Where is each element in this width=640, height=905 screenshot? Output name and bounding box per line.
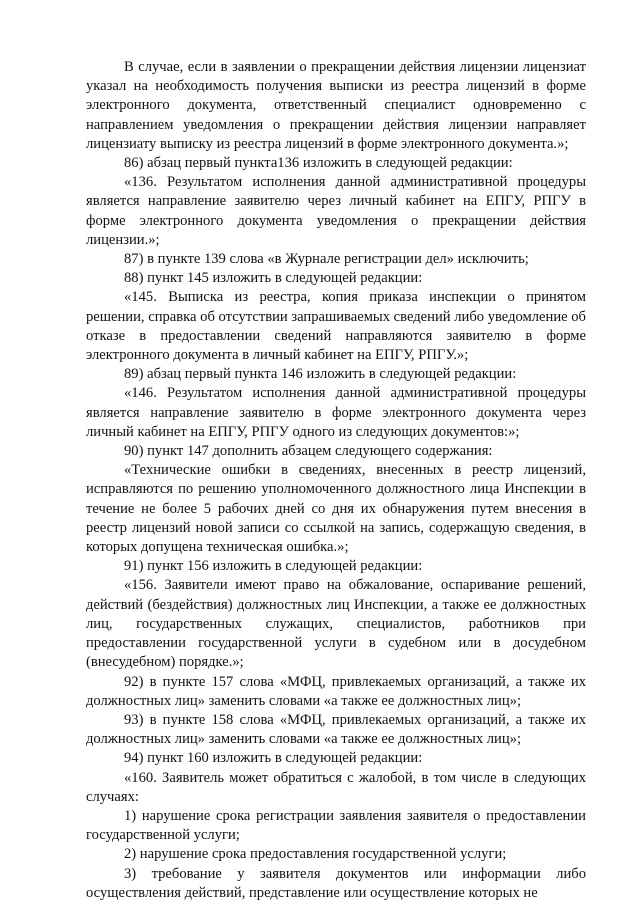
paragraph-technical-errors: «Технические ошибки в сведениях, внесенных в реестр лицензий, исправляются по решению уполномоченного должностного лица Инспекции в течение не более 5 рабочих дней со дня их обнаружения путем внесения в реестр лицензий новой записи со ссылкой на запись, содержащую сведения, в которых допущена техническая ошибка.»;: [86, 462, 586, 556]
paragraph-item-90: 90) пункт 147 дополнить абзацем следующего содержания:: [124, 443, 493, 460]
paragraph-item-91: 91) пункт 156 изложить в следующей редакции:: [124, 558, 423, 575]
paragraph-clause-136: «136. Результатом исполнения данной административной процедуры является направление заявителю через личный кабинет на ЕПГУ, РПГУ в форме электронного документа уведомления о прекращении действия лицензии.»;: [86, 174, 586, 248]
paragraph-licensee-extract: В случае, если в заявлении о прекращении действия лицензии лицензиат указал на необходимость получения выписки из реестра лицензий в форме электронного документа, ответственный специалист одновременно с направлением уведомления о прекращении действия лицензии направляет лицензиату выписку из реестра лицензий в форме электронного документа.»;: [86, 59, 586, 152]
paragraph-item-88: 88) пункт 145 изложить в следующей редакции:: [124, 270, 423, 287]
paragraph-item-93: 93) в пункте 158 слова «МФЦ, привлекаемых организаций, а также их должностных лиц» заменить словами «а также ее должностных лиц»;: [86, 711, 586, 748]
paragraph-clause-146: «146. Результатом исполнения данной административной процедуры является направление заявителю в форме электронного документа через личный кабинет на ЕПГУ, РПГУ одного из следующих документов:»;: [86, 385, 586, 440]
paragraph-case-1: 1) нарушение срока регистрации заявления заявителя о предоставлении государственной услуги;: [86, 807, 586, 844]
paragraph-clause-156: «156. Заявители имеют право на обжалование, оспаривание решений, действий (бездействия) должностных лиц Инспекции, а также ее должностных лиц, государственных служащих, специалистов, работников при предоставлении государственной услуги в судебном или в досудебном (внесудебном) порядке.»;: [86, 577, 586, 671]
paragraph-item-89: 89) абзац первый пункта 146 изложить в следующей редакции:: [124, 366, 517, 383]
paragraph-case-3: 3) требование у заявителя документов или информации либо осуществления действий, представление или осуществление которых не: [86, 865, 586, 901]
paragraph-item-86: 86) абзац первый пункта136 изложить в следующей редакции:: [124, 155, 513, 172]
document-page: [86, 58, 586, 903]
paragraph-item-94: 94) пункт 160 изложить в следующей редакции:: [124, 750, 423, 767]
paragraph-clause-145: «145. Выписка из реестра, копия приказа инспекции о принятом решении, справка об отсутствии запрашиваемых сведений либо уведомление об отказе в предоставлении сведений направляются заявителю в форме электронного документа в личный кабинет на ЕПГУ, РПГУ.»;: [86, 289, 586, 364]
paragraph-item-92: 92) в пункте 157 слова «МФЦ, привлекаемых организаций, а также их должностных лиц» заменить словами «а также ее должностных лиц»;: [86, 673, 586, 709]
paragraph-item-87: 87) в пункте 139 слова «в Журнале регистрации дел» исключить;: [124, 251, 529, 268]
paragraph-case-2: 2) нарушение срока предоставления государственной услуги;: [124, 846, 507, 863]
paragraph-clause-160: «160. Заявитель может обратиться с жалобой, в том числе в следующих случаях:: [86, 769, 586, 805]
